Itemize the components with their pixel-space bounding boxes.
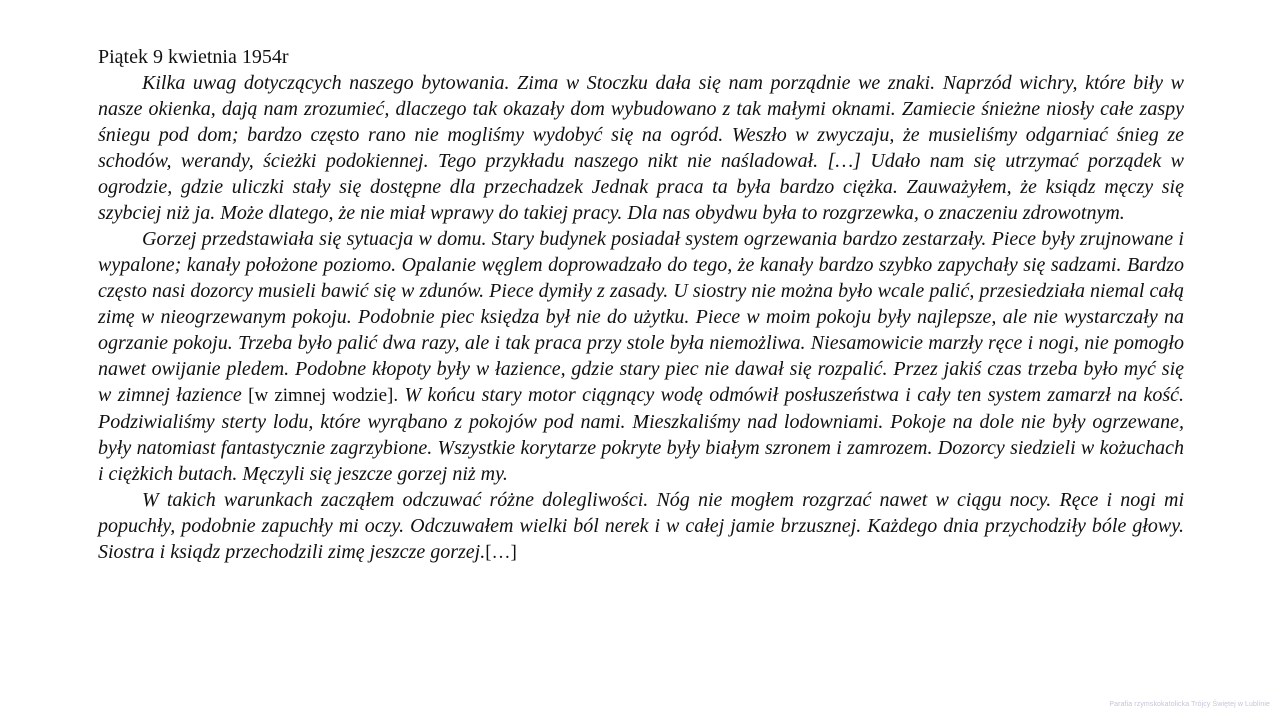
paragraph-2	[98, 226, 1184, 487]
date-heading: Piątek 9 kwietnia 1954r	[98, 46, 289, 68]
footer-credit: Parafia rzymskokatolicka Trójcy Świętej w Lublinie	[1109, 701, 1270, 708]
paragraph-3	[98, 487, 1184, 566]
diary-entry	[98, 44, 1184, 566]
paragraph-1-text: Kilka uwag dotyczących naszego bytowania. Zima w Stoczku dała się nam porządnie we znaki. Naprzód wichry, które biły w nasze okienka, dają nam zrozumieć, dlaczego tak okazały dom wybudowano z tak małymi oknami. Zamiecie śnieżne niosły całe zaspy śniegu pod dom; bardzo często rano nie mogliśmy wydobyć się na ogród. Weszło w zwyczaju, że musieliśmy odgarniać śnieg ze schodów, werandy, ścieżki podokiennej. Tego przykładu naszego nikt nie naśladował. […] Udało nam się utrzymać porządek w ogrodzie, gdzie uliczki stały się dostępne dla przechadzek Jednak praca ta była bardzo ciężka. Zauważyłem, że ksiądz męczy się szybciej niż ja. Może dlatego, że nie miał wprawy do takiej pracy. Dla nas obydwu była to rozgrzewka, o znaczeniu zdrowotnym.	[98, 72, 1184, 224]
omission-mark: […]	[485, 542, 517, 563]
editorial-insert: [w zimnej wodzie].	[248, 385, 399, 406]
paragraph-2-text-part1: Gorzej przedstawiała się sytuacja w domu. Stary budynek posiadał system ogrzewania bardzo zestarzały. Piece były zrujnowane i wypalone; kanały położone poziomo. Opalanie węglem doprowadzało do tego, że kanały bardzo szybko zapychały się sadzami. Bardzo często nasi dozorcy musieli bawić się w zdunów. Piece dymiły z zasady. U siostry nie można było wcale palić, przesiedziała niemal całą zimę w nieogrzewanym pokoju. Podobnie piec księdza był nie do użytku. Piece w moim pokoju były najlepsze, ale nie wystarczały na ogrzanie pokoju. Trzeba było palić dwa razy, ale i tak praca przy stole była niemożliwa. Niesamowicie marzły ręce i nogi, nie pomogło nawet owijanie pledem. Podobne kłopoty były w łazience, gdzie stary piec nie dawał się rozpalić. Przez jakiś czas trzeba było myć się w zimnej łazience	[98, 228, 1184, 406]
paragraph-3-text: W takich warunkach zacząłem odczuwać różne dolegliwości. Nóg nie mogłem rozgrzać nawet w ciągu nocy. Ręce i nogi mi popuchły, podobnie zapuchły mi oczy. Odczuwałem wielki ból nerek i w całej jamie brzusznej. Każdego dnia przychodziły bóle głowy. Siostra i ksiądz przechodzili zimę jeszcze gorzej.	[98, 489, 1184, 563]
paragraph-1	[98, 70, 1184, 226]
paragraph-2-text-part2: W końcu stary motor ciągnący wodę odmówił posłuszeństwa i cały ten system zamarzł na kość. Podziwialiśmy sterty lodu, które wyrąbano z pokojów pod nami. Mieszkaliśmy nad lodowniami. Pokoje na dole nie były ogrzewane, były natomiast fantastycznie zagrzybione. Wszystkie korytarze pokryte były białym szronem i zamrozem. Dozorcy siedzieli w kożuchach i ciężkich butach. Męczyli się jeszcze gorzej niż my.	[98, 384, 1184, 485]
